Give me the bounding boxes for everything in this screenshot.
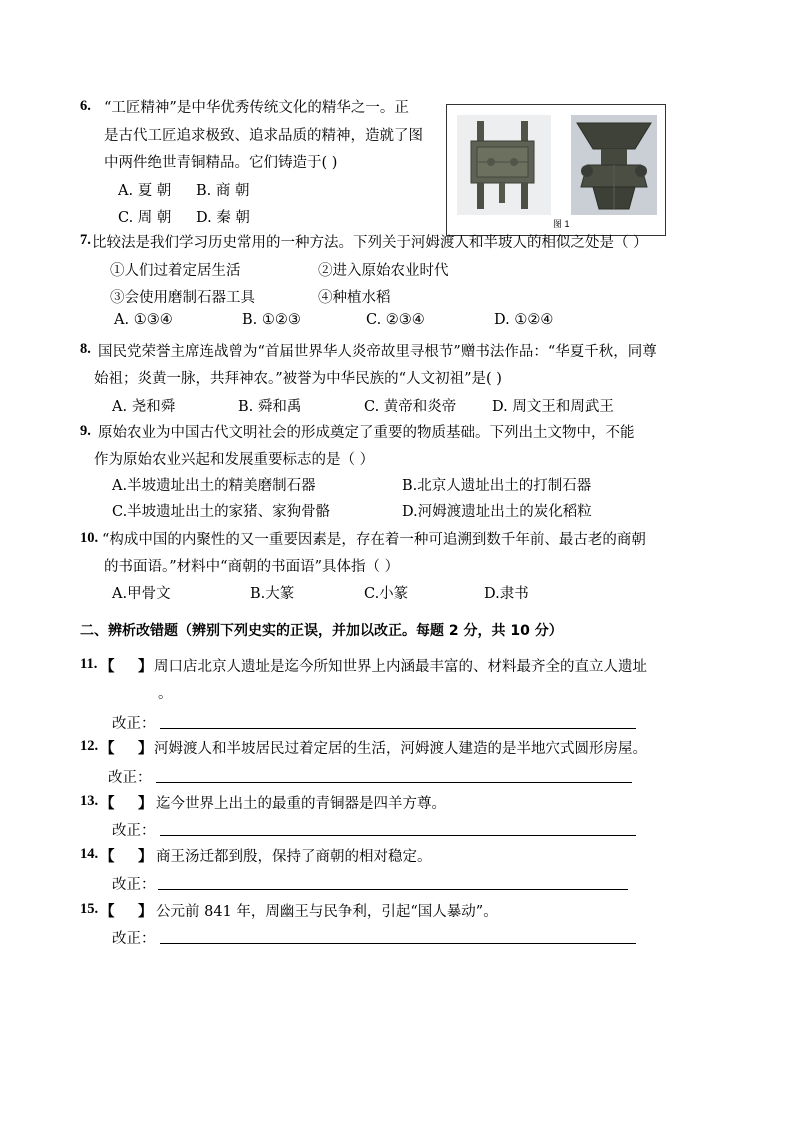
- question-6-option-a[interactable]: A. 夏 朝: [118, 183, 172, 199]
- question-10-option-a[interactable]: A.甲骨文: [112, 586, 171, 602]
- question-10-line1: “构成中国的内聚性的又一重要因素是，存在着一种可追溯到数千年前、最古老的商朝: [102, 532, 646, 548]
- question-11-fix-line[interactable]: [160, 728, 636, 729]
- question-9-option-c[interactable]: C.半坡遗址出土的家猪、家狗骨骼: [112, 504, 331, 520]
- question-11-text: 周口店北京人遗址是迄今所知世界上内涵最丰富的、材料最齐全的直立人遗址: [154, 659, 647, 675]
- question-6-line1: “工匠精神”是中华优秀传统文化的精华之一。正: [104, 100, 409, 116]
- question-13-bracket-close: 】: [138, 795, 153, 812]
- question-14-number: 14.: [80, 846, 99, 862]
- question-9-option-a[interactable]: A.半坡遗址出土的精美磨制石器: [112, 478, 316, 494]
- question-11-fix-label: 改正：: [112, 716, 156, 732]
- question-14-text: 商王汤迁都到殷，保持了商朝的相对稳定。: [156, 849, 432, 865]
- section-2-title: 二、辨析改错题（辨别下列史实的正误，并加以改正。每题 2 分，共 10 分）: [80, 623, 563, 639]
- question-13-fix-label: 改正：: [112, 823, 156, 839]
- question-8-option-c[interactable]: C. 黄帝和炎帝: [364, 399, 457, 415]
- question-8-option-a[interactable]: A. 尧和舜: [112, 399, 176, 415]
- question-8-option-b[interactable]: B. 舜和禹: [238, 399, 302, 415]
- question-9-line2: 作为原始农业兴起和发展重要标志的是（ ）: [94, 452, 375, 468]
- question-12-fix-label: 改正：: [108, 770, 152, 786]
- question-7-item-2: ②进入原始农业时代: [318, 263, 449, 279]
- question-9-line1: 原始农业为中国古代文明社会的形成奠定了重要的物质基础。下列出土文物中，不能: [98, 425, 635, 441]
- question-7-line1: 比较法是我们学习历史常用的一种方法。下列关于河姆渡人和半坡人的相似之处是（ ）: [92, 235, 648, 251]
- question-13-number: 13.: [80, 793, 99, 809]
- question-13-bracket-open: 【: [100, 795, 115, 812]
- question-9-option-b[interactable]: B.北京人遗址出土的打制石器: [402, 478, 592, 494]
- question-11-bracket-close: 】: [138, 658, 153, 675]
- question-6-option-c[interactable]: C. 周 朝: [118, 210, 172, 226]
- question-6-option-b[interactable]: B. 商 朝: [196, 183, 250, 199]
- question-7-item-4: ④种植水稻: [318, 290, 391, 306]
- question-12-number: 12.: [80, 738, 99, 754]
- question-9-option-d[interactable]: D.河姆渡遗址出土的炭化稻粒: [402, 504, 592, 520]
- question-8-line2: 始祖；炎黄一脉，共拜神农。”被誉为中华民族的“人文初祖”是( ): [94, 371, 502, 387]
- question-6-line3: 中两件绝世青铜精品。它们铸造于( ): [104, 155, 338, 171]
- question-15-number: 15.: [80, 901, 99, 917]
- question-7-option-c[interactable]: C. ②③④: [366, 312, 425, 328]
- question-10-option-b[interactable]: B.大篆: [250, 586, 295, 602]
- figure-1-label: 图 1: [553, 219, 570, 229]
- question-7-item-3: ③会使用磨制石器工具: [110, 290, 255, 306]
- question-14-bracket-close: 】: [138, 848, 153, 865]
- question-7-item-1: ①人们过着定居生活: [110, 263, 241, 279]
- question-6-option-d[interactable]: D. 秦 朝: [196, 210, 250, 226]
- question-15-fix-line[interactable]: [160, 943, 636, 944]
- question-15-bracket-close: 】: [138, 903, 153, 920]
- question-15-text: 公元前 841 年，周幽王与民争利，引起“国人暴动”。: [156, 904, 498, 920]
- question-12-fix-line[interactable]: [156, 782, 632, 783]
- question-13-text: 迄今世界上出土的最重的青铜器是四羊方尊。: [156, 796, 446, 812]
- question-10-option-c[interactable]: C.小篆: [364, 586, 409, 602]
- question-10-line2: 的书面语。”材料中“商朝的书面语”具体指（ ）: [104, 559, 400, 575]
- question-8-option-d[interactable]: D. 周文王和周武王: [492, 399, 614, 415]
- question-14-fix-line[interactable]: [158, 889, 628, 890]
- question-12-text: 河姆渡人和半坡居民过着定居的生活，河姆渡人建造的是半地穴式圆形房屋。: [154, 741, 647, 757]
- question-7-number: 7.: [80, 232, 91, 248]
- question-7-option-d[interactable]: D. ①②④: [494, 312, 554, 328]
- question-12-bracket-open: 【: [100, 740, 115, 757]
- question-6-number: 6.: [80, 98, 91, 114]
- question-7-option-b[interactable]: B. ①②③: [242, 312, 301, 328]
- figure-1: [446, 104, 666, 236]
- question-13-fix-line[interactable]: [160, 835, 636, 836]
- question-15-fix-label: 改正：: [112, 931, 156, 947]
- question-15-bracket-open: 【: [100, 903, 115, 920]
- question-8-line1: 国民党荣誉主席连战曾为“首届世界华人炎帝故里寻根节”赠书法作品：“华夏千秋，同尊: [98, 344, 657, 360]
- question-12-bracket-close: 】: [138, 740, 153, 757]
- question-7-option-a[interactable]: A. ①③④: [114, 312, 173, 328]
- question-11-bracket-open: 【: [100, 658, 115, 675]
- question-14-bracket-open: 【: [100, 848, 115, 865]
- question-14-fix-label: 改正：: [112, 877, 156, 893]
- bronze-vessels-illustration: [447, 105, 665, 235]
- question-9-number: 9.: [80, 423, 91, 439]
- question-10-number: 10.: [80, 530, 99, 546]
- question-10-option-d[interactable]: D.隶书: [484, 586, 529, 602]
- question-8-number: 8.: [80, 341, 91, 357]
- question-6-line2: 是古代工匠追求极致、追求品质的精神，造就了图: [104, 128, 423, 144]
- question-11-text-end: 。: [158, 686, 173, 702]
- question-11-number: 11.: [80, 656, 98, 672]
